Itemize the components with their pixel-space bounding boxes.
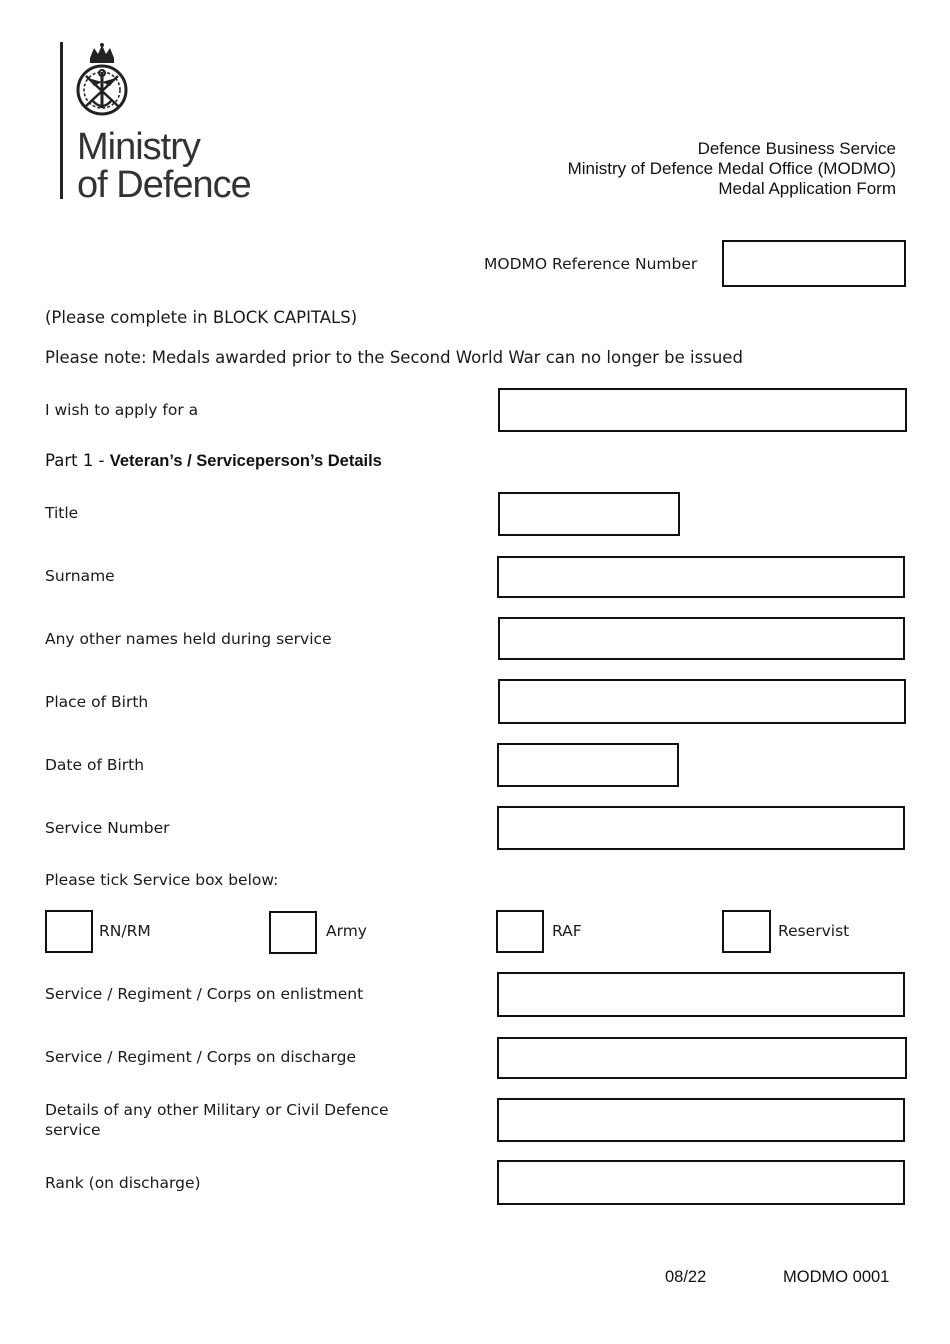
army-label: Army <box>326 922 367 940</box>
rank-field[interactable] <box>497 1160 905 1205</box>
surname-label: Surname <box>45 567 115 585</box>
block-capitals-instruction: (Please complete in BLOCK CAPITALS) <box>45 308 358 327</box>
service-number-label: Service Number <box>45 819 170 837</box>
other-names-label: Any other names held during service <box>45 630 332 648</box>
part1-prefix: Part 1 - <box>45 451 110 470</box>
title-label: Title <box>45 504 79 522</box>
part1-title: Veteran’s / Serviceperson’s Details <box>109 452 382 470</box>
part1-heading <box>45 451 382 471</box>
logo-ministry-text: Ministry <box>77 126 200 168</box>
rank-label: Rank (on discharge) <box>45 1174 201 1192</box>
apply-for-label: I wish to apply for a <box>45 401 199 419</box>
raf-label: RAF <box>552 922 582 940</box>
rnrm-label: RN/RM <box>99 922 151 940</box>
logo-divider <box>60 42 63 199</box>
service-number-field[interactable] <box>497 806 905 850</box>
mod-crest-icon <box>74 42 130 118</box>
enlistment-label: Service / Regiment / Corps on enlistment <box>45 985 364 1003</box>
date-of-birth-field[interactable] <box>497 743 679 787</box>
header-service-name: Defence Business Service <box>697 139 896 158</box>
footer-form-code: MODMO 0001 <box>783 1268 890 1286</box>
footer-date: 08/22 <box>665 1268 707 1286</box>
place-of-birth-field[interactable] <box>498 679 906 724</box>
raf-checkbox[interactable] <box>496 910 544 953</box>
other-service-label-line2: service <box>45 1121 101 1139</box>
enlistment-field[interactable] <box>497 972 905 1017</box>
army-checkbox[interactable] <box>269 911 317 954</box>
surname-field[interactable] <box>497 556 905 598</box>
place-of-birth-label: Place of Birth <box>45 693 149 711</box>
header-form-name: Medal Application Form <box>718 179 896 198</box>
other-service-label-line1: Details of any other Military or Civil Defence <box>45 1101 389 1119</box>
reservist-label: Reservist <box>778 922 850 940</box>
service-tick-prompt: Please tick Service box below: <box>45 871 279 889</box>
medal-note: Please note: Medals awarded prior to the Second World War can no longer be issued <box>45 348 743 367</box>
other-names-field[interactable] <box>498 617 905 660</box>
reservist-checkbox[interactable] <box>722 910 771 953</box>
rnrm-checkbox[interactable] <box>45 910 93 953</box>
apply-for-field[interactable] <box>498 388 907 432</box>
logo-of-defence-text: of Defence <box>77 164 251 206</box>
header-office-name: Ministry of Defence Medal Office (MODMO) <box>567 159 896 178</box>
reference-number-field[interactable] <box>722 240 906 287</box>
discharge-label: Service / Regiment / Corps on discharge <box>45 1048 357 1066</box>
discharge-field[interactable] <box>497 1037 907 1079</box>
title-field[interactable] <box>498 492 680 536</box>
date-of-birth-label: Date of Birth <box>45 756 145 774</box>
other-service-field[interactable] <box>497 1098 905 1142</box>
reference-number-label: MODMO Reference Number <box>484 255 698 273</box>
